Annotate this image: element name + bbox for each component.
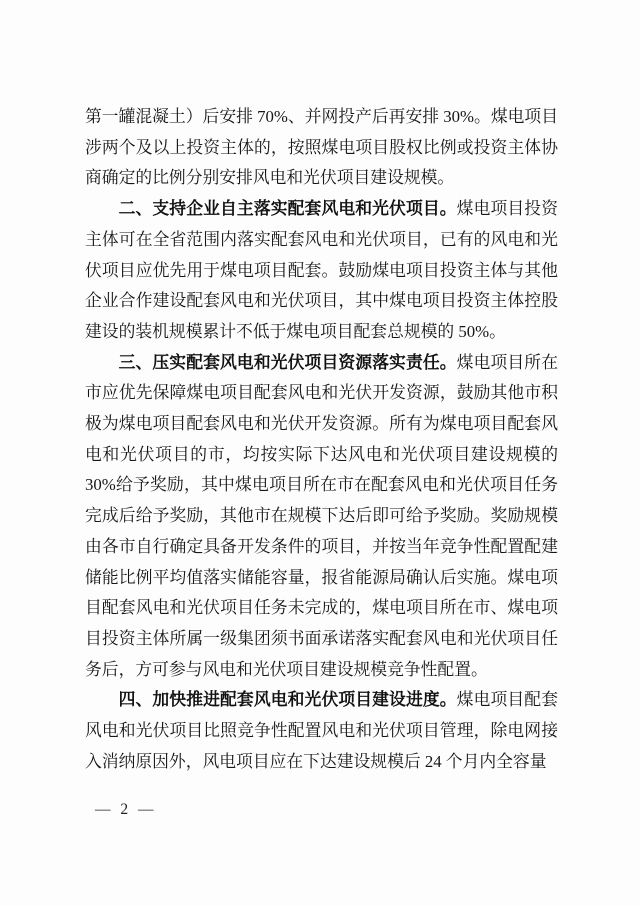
para-section-2 [85, 194, 558, 348]
para-section-3 [85, 348, 558, 686]
body-text: 第一罐混凝土）后安排 70%、并网投产后再安排 30%。煤电项目涉两个及以上投资主体的，按照煤电项目股权比例或投资主体协商确定的比例分别安排风电和光伏项目建设规模。 [85, 107, 558, 188]
document-body [85, 102, 558, 777]
section-heading: 二、支持企业自主落实配套风电和光伏项目。 [118, 199, 457, 219]
body-text: 煤电项目配套风电和光伏项目比照竞争性配置风电和光伏项目管理，除电网接入消纳原因外，风电项目应在下达建设规模后 24 个月内全容量 [85, 690, 558, 771]
page-number: — 2 — [95, 801, 157, 818]
body-text: 煤电项目投资主体可在全省范围内落实配套风电和光伏项目，已有的风电和光伏项目应优先用于煤电项目配套。鼓励煤电项目投资主体与其他企业合作建设配套风电和光伏项目，其中煤电项目投资主体控股建设的装机规模累计不低于煤电项目配套总规模的 50%。 [85, 199, 558, 341]
para-continuation [85, 102, 558, 194]
body-text: 煤电项目所在市应优先保障煤电项目配套风电和光伏开发资源，鼓励其他市积极为煤电项目配套风电和光伏开发资源。所有为煤电项目配套风电和光伏项目的市，均按实际下达风电和光伏项目建设规模的30%给予奖励，其中煤电项目所在市在配套风电和光伏项目任务完成后给予奖励，其他市在规模下达后即可给予奖励。奖励规模由各市自行确定具备开发条件的项目，并按当年竞争性配置配建储能比例平均值落实储能容量，报省能源局确认后实施。煤电项目配套风电和光伏项目任务未完成的，煤电项目所在市、煤电项目投资主体所属一级集团须书面承诺落实配套风电和光伏项目任务后，方可参与风电和光伏项目建设规模竞争性配置。 [85, 352, 558, 679]
para-section-4 [85, 685, 558, 777]
section-heading: 四、加快推进配套风电和光伏项目建设进度。 [118, 690, 457, 710]
section-heading: 三、压实配套风电和光伏项目资源落实责任。 [118, 352, 457, 372]
